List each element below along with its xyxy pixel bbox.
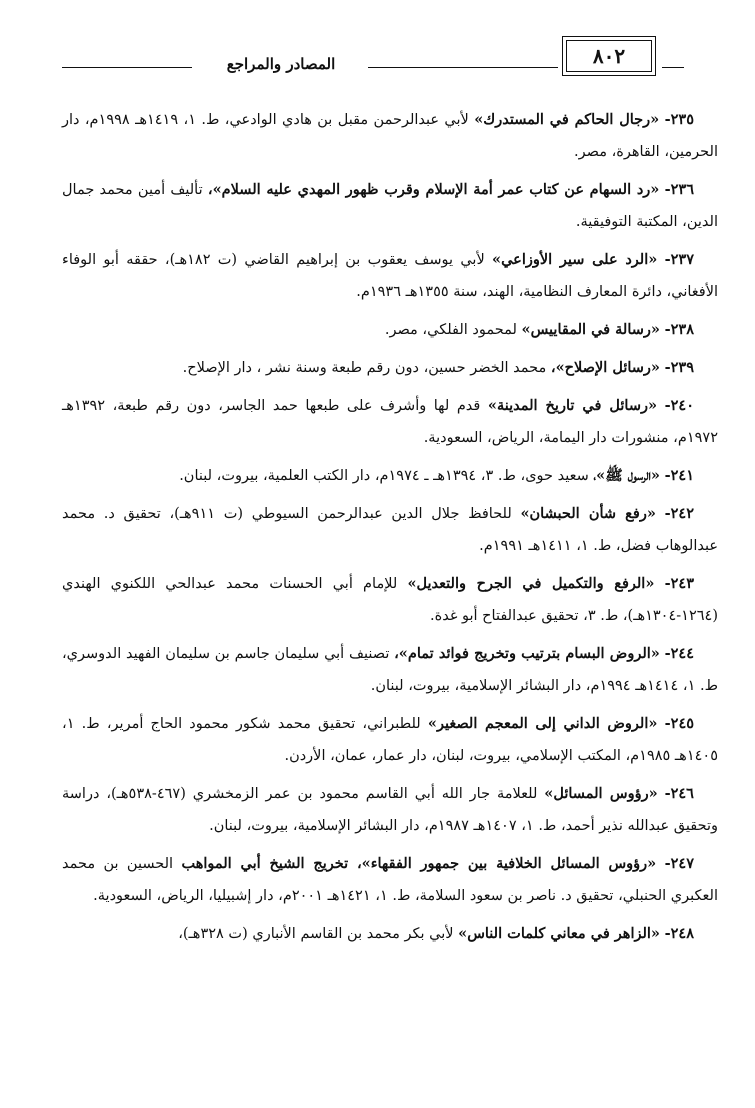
entry-number: ٢٤٢-: [664, 505, 694, 522]
entry-number: ٢٣٩-: [664, 359, 694, 376]
entry-details: تأليف أمين محمد جمال الدين، المكتبة التوفيقية.: [62, 182, 718, 230]
running-title: المصادر والمراجع: [226, 55, 336, 73]
bibliography-entry: [62, 848, 718, 912]
header-rule-right: [662, 67, 684, 68]
entry-number: ٢٤٨-: [664, 925, 694, 942]
entry-title: «الرفع والتكميل في الجرح والتعديل»: [407, 575, 655, 592]
bibliography-entry: [62, 104, 718, 168]
header-rule-middle: [368, 67, 558, 68]
entry-number: ٢٤٦-: [664, 785, 694, 802]
bibliography-entry: [62, 708, 718, 772]
entry-title: «رد السهام عن كتاب عمر أمة الإسلام وقرب ظهور المهدي عليه السلام»،: [207, 181, 660, 198]
entry-details: للحافظ جلال الدين عبدالرحمن السيوطي (ت ٩١١هـ)، تحقيق د. محمد عبدالوهاب فضل، ط. ١، ١٤١١هـ ١٩٩١م.: [62, 506, 718, 554]
bibliography-entry: [62, 568, 718, 632]
entry-title: «رفع شأن الحبشان»: [520, 505, 656, 522]
entry-title: «رسائل في تاريخ المدينة»: [487, 397, 658, 414]
entry-title: «رجال الحاكم في المستدرك»: [474, 111, 660, 128]
entry-details: الحسين بن محمد العكبري الحنبلي، تحقيق د. ناصر بن سعود السلامة، ط. ١، ١٤٢١هـ ٢٠٠١م، دار إشبيليا، الرياض، السعودية.: [62, 856, 718, 904]
entry-details: لأبي بكر محمد بن القاسم الأنباري (ت ٣٢٨هـ)،: [178, 926, 459, 942]
entry-details: للطبراني، تحقيق محمد شكور محمود الحاج أمرير، ط. ١، ١٤٠٥هـ ١٩٨٥م، المكتب الإسلامي، بيروت، لبنان، دار عمار، عمان، الأردن.: [62, 716, 718, 764]
bibliography-entry: [62, 460, 718, 492]
entry-title: «الزاهر في معاني كلمات الناس»: [458, 925, 660, 942]
entry-number: ٢٤٥-: [664, 715, 695, 732]
entry-details: سعيد حوى، ط. ٣، ١٣٩٤هـ ـ ١٩٧٤م، دار الكتب العلمية، بيروت، لبنان.: [179, 468, 594, 484]
entry-number: ٢٣٨-: [664, 321, 694, 338]
bibliography-entry: [62, 174, 718, 238]
bibliography-entry: [62, 638, 718, 702]
bibliography-entry: [62, 498, 718, 562]
entry-details: لأبي عبدالرحمن مقبل بن هادي الوادعي، ط. ١، ١٤١٩هـ ١٩٩٨م، دار الحرمين، القاهرة، مصر.: [62, 112, 718, 160]
entry-number: ٢٤٣-: [664, 575, 694, 592]
entry-details: تصنيف أبي سليمان جاسم بن سليمان الفهيد الدوسري، ط. ١، ١٤١٤هـ ١٩٩٤م، دار البشائر الإسلامية، بيروت، لبنان.: [62, 646, 718, 694]
bibliography-list: [62, 104, 718, 956]
bibliography-entry: [62, 778, 718, 842]
entry-number: ٢٤٤-: [664, 645, 695, 662]
entry-title: «رؤوس المسائل»: [544, 785, 658, 802]
bibliography-entry: [62, 918, 718, 950]
entry-number: ٢٤٠-: [664, 397, 694, 414]
bibliography-entry: [62, 390, 718, 454]
entry-details: للإمام أبي الحسنات محمد عبدالحي اللكنوي الهندي (١٢٦٤-١٣٠٤هـ)، ط. ٣، تحقيق عبدالفتاح أبو غدة.: [62, 576, 718, 624]
entry-number: ٢٣٧-: [664, 251, 694, 268]
page-header: [62, 34, 662, 78]
entry-details: للعلامة جار الله أبي القاسم محمود بن عمر الزمخشري (٤٦٧-٥٣٨هـ)، دراسة وتحقيق عبدالله نذير أحمد، ط. ١، ١٤٠٧هـ ١٩٨٧م، دار البشائر الإسلامية، بيروت، لبنان.: [62, 786, 718, 834]
bibliography-entry: [62, 244, 718, 308]
bibliography-entry: [62, 314, 718, 346]
page-number-box: [562, 36, 656, 76]
entry-title: «رؤوس المسائل الخلافية بين جمهور الفقهاء»، تخريج الشيخ أبي المواهب: [181, 855, 657, 872]
entry-details: لمحمود الفلكي، مصر.: [384, 322, 522, 338]
entry-title: «الروض البسام بترتيب وتخريج فوائد تمام»،: [394, 645, 660, 662]
entry-details: لأبي يوسف يعقوب بن إبراهيم القاضي (ت ١٨٢هـ)، حققه أبو الوفاء الأفغاني، دائرة المعارف النظامية، الهند، سنة ١٣٥٥هـ ١٩٣٦م.: [62, 252, 718, 300]
entry-title: «الرسول ﷺ»،: [593, 467, 660, 484]
entry-number: ٢٣٦-: [664, 181, 695, 198]
entry-title: «الروض الداني إلى المعجم الصغير»: [427, 715, 658, 732]
entry-details: قدم لها وأشرف على طبعها حمد الجاسر، دون رقم طبعة، ١٣٩٢هـ ١٩٧٢م، منشورات دار اليمامة، الرياض، السعودية.: [62, 398, 718, 446]
entry-number: ٢٤١-: [664, 467, 694, 484]
header-rule-left: [62, 67, 192, 68]
entry-details: محمد الخضر حسين، دون رقم طبعة وسنة نشر ، دار الإصلاح.: [182, 360, 551, 376]
entry-number: ٢٣٥-: [664, 111, 694, 128]
entry-title: «الرد على سير الأوزاعي»: [492, 251, 658, 268]
entry-title: «رسائل الإصلاح»،: [550, 359, 660, 376]
bibliography-entry: [62, 352, 718, 384]
entry-number: ٢٤٧-: [664, 855, 695, 872]
entry-title: «رسالة في المقاييس»: [521, 321, 660, 338]
page-number: ٨٠٢: [592, 44, 626, 68]
